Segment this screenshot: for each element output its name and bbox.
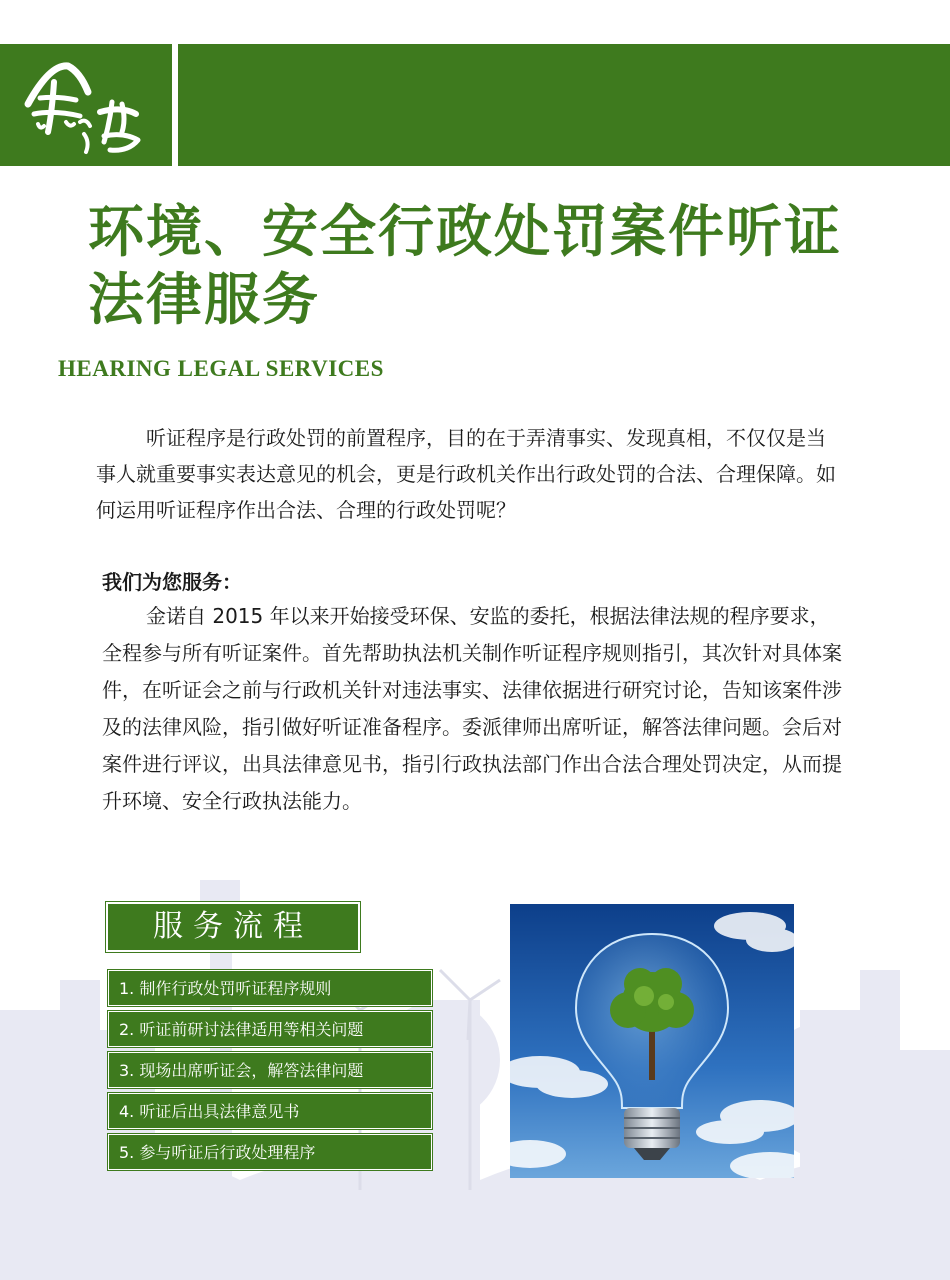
process-title: 服务流程	[106, 902, 360, 952]
title-english: HEARING LEGAL SERVICES	[58, 356, 384, 381]
lightbulb-tree-icon	[510, 904, 794, 1178]
page-title	[88, 198, 918, 334]
process-step-2: 2. 听证前研讨法律适用等相关问题	[108, 1011, 432, 1047]
process-step-5: 5. 参与听证后行政处理程序	[108, 1134, 432, 1170]
service-body: 金诺自 2015 年以来开始接受环保、安监的委托，根据法律法规的程序要求，全程参与所有听证案件。首先帮助执法机关制作听证程序规则指引，其次针对具体案件，在听证会之前与行政机关针对违法事实、法律依据进行研究讨论，告知该案件涉及的法律风险，指引做好听证准备程序。委派律师出席听证，解答法律问题。会后对案件进行评议，出具法律意见书，指引行政执法部门作出合法合理处罚决定，从而提升环境、安全行政执法能力。	[102, 604, 842, 813]
header-green-bar	[178, 44, 950, 166]
process-steps	[108, 970, 432, 1175]
process-step-4: 4. 听证后出具法律意见书	[108, 1093, 432, 1129]
logo-calligraphy-icon	[10, 52, 160, 158]
title-line-2: 法律服务	[88, 267, 320, 333]
header-bar	[0, 44, 950, 166]
process-step-1: 1. 制作行政处罚听证程序规则	[108, 970, 432, 1006]
process-step-3: 3. 现场出席听证会，解答法律问题	[108, 1052, 432, 1088]
intro-paragraph: 听证程序是行政处罚的前置程序，目的在于弄清事实、发现真相，不仅仅是当事人就重要事实表达意见的机会，更是行政机关作出行政处罚的合法、合理保障。如何运用听证程序作出合法、合理的行政处罚呢？	[96, 426, 836, 522]
logo	[0, 44, 172, 166]
title-line-1: 环境、安全行政处罚案件听证	[88, 199, 842, 265]
service-heading: 我们为您服务：	[102, 570, 242, 594]
